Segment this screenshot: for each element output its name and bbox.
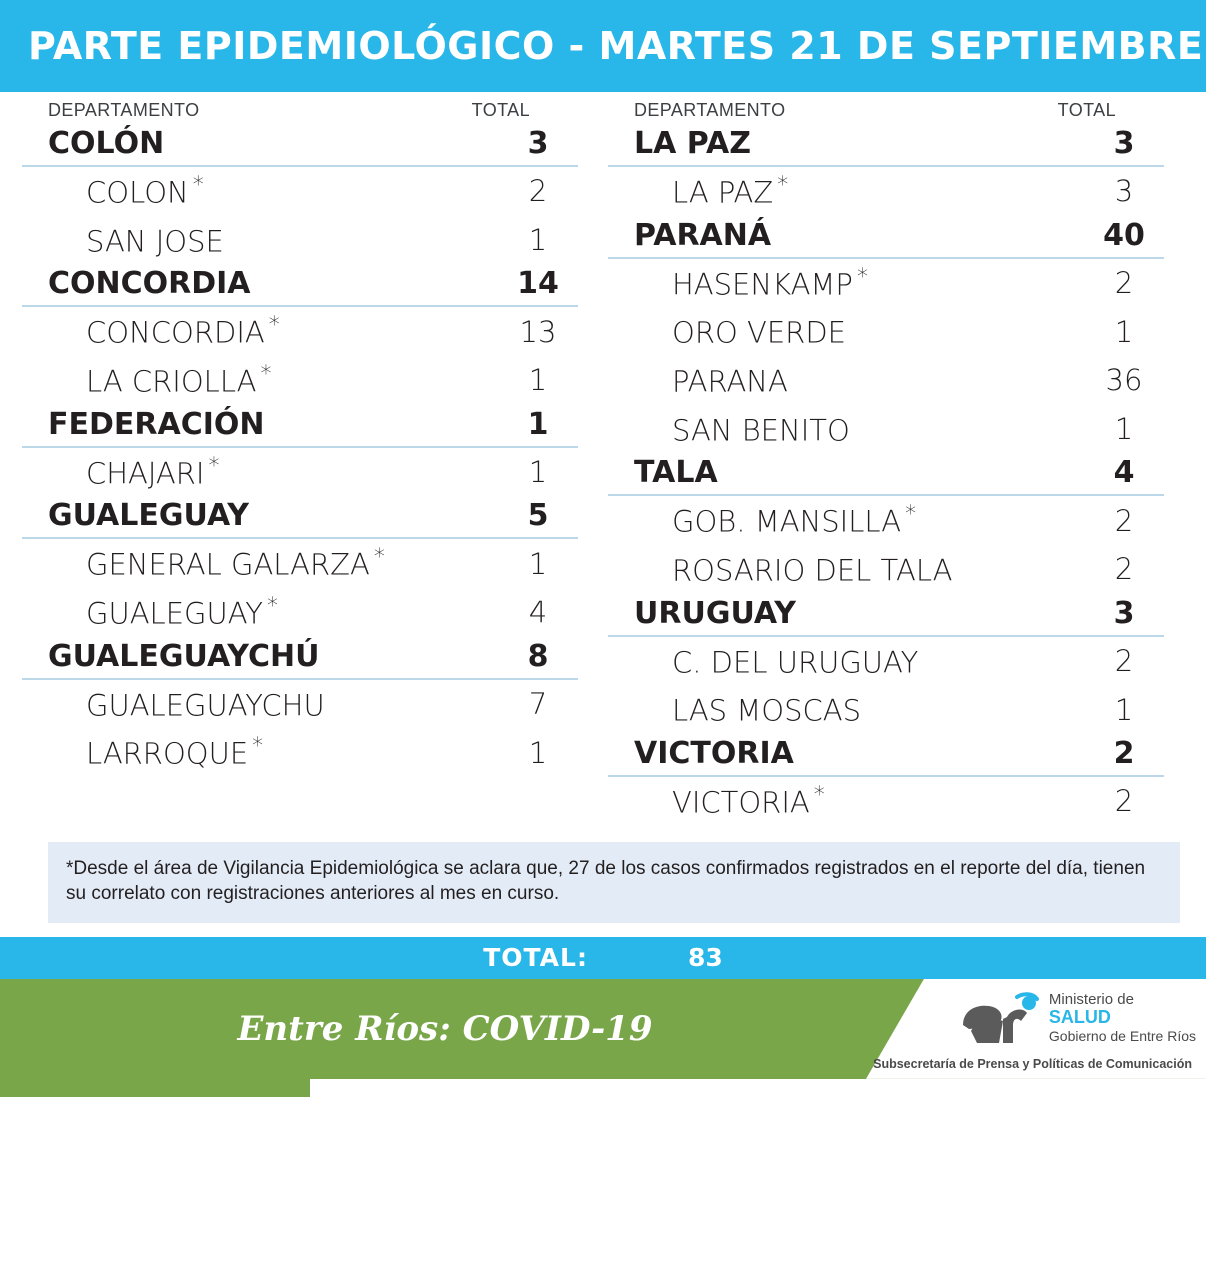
locality-value: 2 xyxy=(1114,265,1134,300)
right-column xyxy=(608,92,1164,826)
locality-value: 2 xyxy=(1114,503,1134,538)
bottom-strip xyxy=(0,1079,1206,1097)
department-name: COLÓN xyxy=(48,126,165,161)
locality-name: C. DEL URUGUAY xyxy=(672,645,919,680)
locality-row xyxy=(22,356,578,405)
column-header-total: TOTAL xyxy=(1057,100,1116,120)
locality-name: CHAJARI * xyxy=(86,453,220,491)
column-header-department: DEPARTAMENTO xyxy=(48,100,200,120)
department-row xyxy=(608,124,1164,167)
right-column-header xyxy=(608,92,1164,124)
asterisk-marker: * xyxy=(208,453,220,479)
department-row xyxy=(22,264,578,307)
asterisk-marker: * xyxy=(192,173,204,198)
department-total: 5 xyxy=(527,498,549,534)
locality-row xyxy=(22,728,578,777)
locality-row xyxy=(608,545,1164,594)
locality-name: HASENKAMP * xyxy=(672,264,868,302)
department-name: URUGUAY xyxy=(634,595,796,631)
department-name: LA PAZ xyxy=(634,126,751,161)
asterisk-marker: * xyxy=(373,545,385,571)
department-row xyxy=(608,453,1164,496)
column-header-department: DEPARTAMENTO xyxy=(634,100,786,120)
department-row xyxy=(608,216,1164,259)
column-header-total: TOTAL xyxy=(471,100,530,120)
department-row xyxy=(608,594,1164,637)
ministry-text xyxy=(1049,991,1196,1044)
department-total: 3 xyxy=(527,126,549,161)
locality-value: 1 xyxy=(528,454,548,489)
footer-title: Entre Ríos: COVID-19 xyxy=(237,1008,653,1049)
locality-value: 2 xyxy=(1114,552,1134,587)
locality-value: 1 xyxy=(1114,692,1134,727)
left-column-header xyxy=(22,92,578,124)
locality-row xyxy=(22,588,578,637)
department-row xyxy=(22,405,578,448)
department-name: GUALEGUAY xyxy=(48,498,250,534)
report-columns xyxy=(0,92,1206,826)
locality-row xyxy=(608,356,1164,405)
locality-name: LA PAZ * xyxy=(672,173,789,210)
department-total: 14 xyxy=(517,266,559,302)
locality-row xyxy=(22,307,578,356)
department-total: 3 xyxy=(1113,595,1135,631)
locality-row xyxy=(608,637,1164,686)
subsecretaria-text: Subsecretaría de Prensa y Políticas de Comunicación xyxy=(873,1056,1192,1071)
asterisk-marker: * xyxy=(268,313,280,339)
locality-row xyxy=(608,777,1164,826)
locality-row xyxy=(608,496,1164,545)
locality-value: 1 xyxy=(1114,411,1134,446)
ministry-logo xyxy=(959,991,1196,1049)
left-column xyxy=(22,92,578,826)
asterisk-marker: * xyxy=(267,593,279,619)
locality-name: LAS MOSCAS xyxy=(672,693,862,728)
department-name: TALA xyxy=(634,455,718,491)
locality-row xyxy=(22,680,578,729)
department-total: 1 xyxy=(527,406,549,442)
locality-name: GUALEGUAYCHU xyxy=(86,688,325,723)
locality-row xyxy=(22,167,578,216)
ministry-line-2: SALUD xyxy=(1048,1007,1111,1028)
department-total: 40 xyxy=(1103,217,1145,253)
locality-value: 2 xyxy=(1114,643,1134,678)
locality-name: GOB. MANSILLA * xyxy=(672,502,917,539)
locality-row xyxy=(608,259,1164,308)
asterisk-marker: * xyxy=(777,173,789,198)
header-bar xyxy=(0,0,1206,92)
department-total: 3 xyxy=(1113,126,1135,161)
department-name: PARANÁ xyxy=(634,217,772,253)
department-row xyxy=(608,734,1164,777)
locality-value: 7 xyxy=(528,686,548,721)
department-name: GUALEGUAYCHÚ xyxy=(48,638,320,674)
asterisk-marker: * xyxy=(252,734,264,760)
locality-row xyxy=(22,216,578,265)
locality-name: SAN BENITO xyxy=(672,413,850,448)
locality-name: SAN JOSE xyxy=(86,224,224,259)
locality-name: ORO VERDE xyxy=(672,315,846,350)
locality-name: LARROQUE * xyxy=(86,734,264,771)
locality-name: CONCORDIA * xyxy=(86,313,280,350)
locality-name: LA CRIOLLA * xyxy=(86,361,272,399)
locality-value: 1 xyxy=(1114,314,1134,349)
department-row xyxy=(22,637,578,680)
er-logo-icon xyxy=(959,991,1039,1049)
department-name: FEDERACIÓN xyxy=(48,406,265,442)
asterisk-marker: * xyxy=(260,361,272,387)
department-name: CONCORDIA xyxy=(48,266,251,302)
locality-row xyxy=(22,448,578,497)
locality-value: 1 xyxy=(528,735,548,770)
department-name: VICTORIA xyxy=(634,735,794,771)
asterisk-marker: * xyxy=(813,782,825,808)
footnote-text: *Desde el área de Vigilancia Epidemiológica se aclara que, 27 de los casos confirmados registrados en el reporte del día, tienen su correlato con registraciones anteriores al mes en curso. xyxy=(66,857,1146,905)
footnote-box xyxy=(48,842,1180,923)
locality-name: COLON * xyxy=(86,173,204,210)
locality-value: 4 xyxy=(528,595,548,630)
locality-name: VICTORIA * xyxy=(672,782,825,820)
locality-value: 36 xyxy=(1105,363,1143,398)
locality-name: GENERAL GALARZA * xyxy=(86,545,385,582)
department-row xyxy=(22,124,578,167)
department-total: 8 xyxy=(527,638,549,674)
locality-value: 2 xyxy=(528,174,548,209)
locality-row xyxy=(608,307,1164,356)
locality-value: 1 xyxy=(528,222,548,257)
footer xyxy=(0,979,1206,1079)
department-total: 4 xyxy=(1113,455,1135,491)
locality-name: PARANA xyxy=(672,364,788,399)
bottom-strip-green xyxy=(0,1079,310,1097)
grand-total-label: TOTAL: xyxy=(483,943,588,973)
locality-value: 3 xyxy=(1114,174,1134,209)
locality-row xyxy=(608,167,1164,216)
grand-total-value: 83 xyxy=(687,943,723,973)
bottom-strip-white xyxy=(310,1079,1206,1097)
asterisk-marker: * xyxy=(856,264,868,290)
locality-value: 2 xyxy=(1114,784,1134,819)
locality-row xyxy=(608,685,1164,734)
locality-value: 13 xyxy=(519,314,557,349)
ministry-line-3: Gobierno de Entre Ríos xyxy=(1048,1027,1196,1044)
locality-value: 1 xyxy=(528,363,548,398)
ministry-line-1: Ministerio de xyxy=(1048,990,1134,1008)
page-title: PARTE EPIDEMIOLÓGICO - MARTES 21 DE SEPTIEMBRE xyxy=(28,24,1204,68)
locality-value: 1 xyxy=(528,546,548,581)
locality-row xyxy=(608,405,1164,454)
department-total: 2 xyxy=(1113,735,1135,771)
grand-total-bar xyxy=(0,937,1206,979)
locality-name: GUALEGUAY * xyxy=(86,593,279,631)
department-row xyxy=(22,496,578,539)
locality-row xyxy=(22,539,578,588)
asterisk-marker: * xyxy=(905,502,917,528)
locality-name: ROSARIO DEL TALA xyxy=(672,553,953,588)
